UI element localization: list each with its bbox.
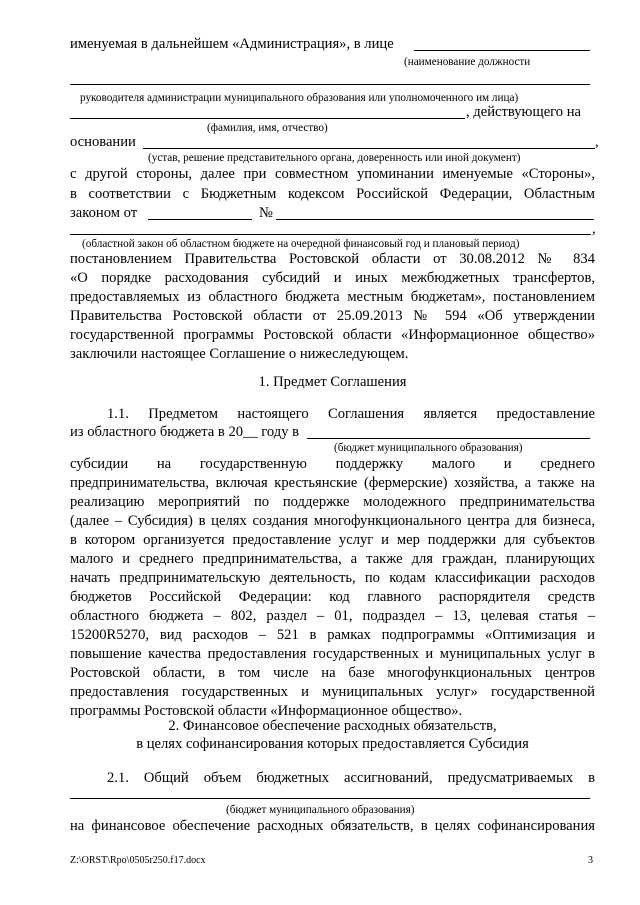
blank-line <box>307 438 590 439</box>
section-1-line: программы Ростовской области «Информационное общество». <box>70 703 463 719</box>
section-1-line: в котором организуется предоставление услуг и мер поддержки для субъектов <box>70 532 595 548</box>
intro-paragraph-line: в соответствии с Бюджетным кодексом Российской Федерации, Областным <box>70 186 595 202</box>
page-number: 3 <box>588 855 593 866</box>
section-1-line: реализацию мероприятий по поддержке молодежного предпринимательства <box>70 494 595 510</box>
hint-law: (областной закон об областном бюджете на очередной финансовый год и плановый период) <box>82 238 520 250</box>
file-path: Z:\ORST\Rpo\0505r250.f17.docx <box>70 855 206 866</box>
section-1-title: 1. Предмет Соглашения <box>258 374 407 390</box>
section-2-line: 2.1. Общий объем бюджетных ассигнований, предусматриваемых в <box>107 770 595 786</box>
intro-paragraph-line: постановлением Правительства Ростовской области от 30.08.2012 № 834 <box>70 251 595 267</box>
law-number-label: № <box>259 205 273 221</box>
blank-line <box>70 84 590 85</box>
basis-label: основании <box>70 134 136 150</box>
law-comma: , <box>592 221 596 237</box>
section-2-title: 2. Финансовое обеспечение расходных обязательств, <box>168 718 497 734</box>
hint-budget: (бюджет муниципального образования) <box>334 442 523 454</box>
section-1-line: областного бюджета – 802, раздел – 01, подраздел – 13, целевая статья – <box>70 608 595 624</box>
hint-budget: (бюджет муниципального образования) <box>226 804 415 816</box>
section-1-line: субсидии на государственную поддержку малого и среднего <box>70 456 595 472</box>
intro-paragraph-line: «О порядке расходования субсидий и иных межбюджетных трансфертов, <box>70 270 595 286</box>
blank-line <box>148 219 252 220</box>
section-1-line: 15200R5270, вид расходов – 521 в рамках подпрограммы «Оптимизация и <box>70 627 595 643</box>
hint-position: (наименование должности <box>404 56 531 68</box>
law-from-label: законом от <box>70 205 138 221</box>
intro-paragraph-line: с другой стороны, далее при совместном упоминании именуемые «Стороны», <box>70 166 595 182</box>
section-1-line: из областного бюджета в 20__ году в <box>70 424 300 440</box>
blank-line <box>70 118 465 119</box>
section-1-line: предоставления государственных и муниципальных услуг» государственной <box>70 684 595 700</box>
intro-paragraph-line: государственной программы Ростовской области «Информационное общество» <box>70 327 595 343</box>
section-1-line: предпринимательства, включая крестьянские (фермерские) хозяйства, а также на <box>70 475 595 491</box>
intro-paragraph-line: предоставляемых из областного бюджета местным бюджетам», постановлением <box>70 289 595 305</box>
hint-head: руководителя администрации муниципального образования или уполномоченного им лица) <box>80 92 519 104</box>
section-1-line: 1.1. Предметом настоящего Соглашения является предоставление <box>107 406 595 422</box>
acting-on: , действующего на <box>466 104 582 120</box>
blank-line <box>70 234 591 235</box>
blank-line <box>276 219 594 220</box>
intro-line-1: именуемая в дальнейшем «Администрация», в лице <box>70 36 394 52</box>
blank-line <box>143 148 595 149</box>
section-1-line: начать предпринимательскую деятельность, по кодам классификации расходов <box>70 570 595 586</box>
hint-fio: (фамилия, имя, отчество) <box>207 122 328 134</box>
section-1-line: бюджетов Российской Федерации: код главного распорядителя средств <box>70 589 595 605</box>
section-2-line: на финансовое обеспечение расходных обязательств, в целях софинансирования <box>70 818 595 834</box>
section-1-line: малого и среднего предпринимательства, а также для граждан, планирующих <box>70 551 595 567</box>
section-2-title: в целях софинансирования которых предоставляется Субсидия <box>136 736 529 752</box>
blank-line <box>70 798 590 799</box>
section-1-line: (далее – Субсидия) в целях создания многофункционального центра для бизнеса, <box>70 513 595 529</box>
section-1-line: Ростовской области, в том числе на базе многофункциональных центров <box>70 665 595 681</box>
section-1-line: повышение качества предоставления государственных и муниципальных услуг в <box>70 646 595 662</box>
intro-paragraph-line: Правительства Ростовской области от 25.09.2013 № 594 «Об утверждении <box>70 308 595 324</box>
blank-line <box>414 50 590 51</box>
intro-paragraph-line: заключили настоящее Соглашение о нижеследующем. <box>70 346 409 362</box>
hint-charter: (устав, решение представительного органа, доверенность или иной документ) <box>148 152 521 164</box>
basis-comma: , <box>595 134 599 150</box>
